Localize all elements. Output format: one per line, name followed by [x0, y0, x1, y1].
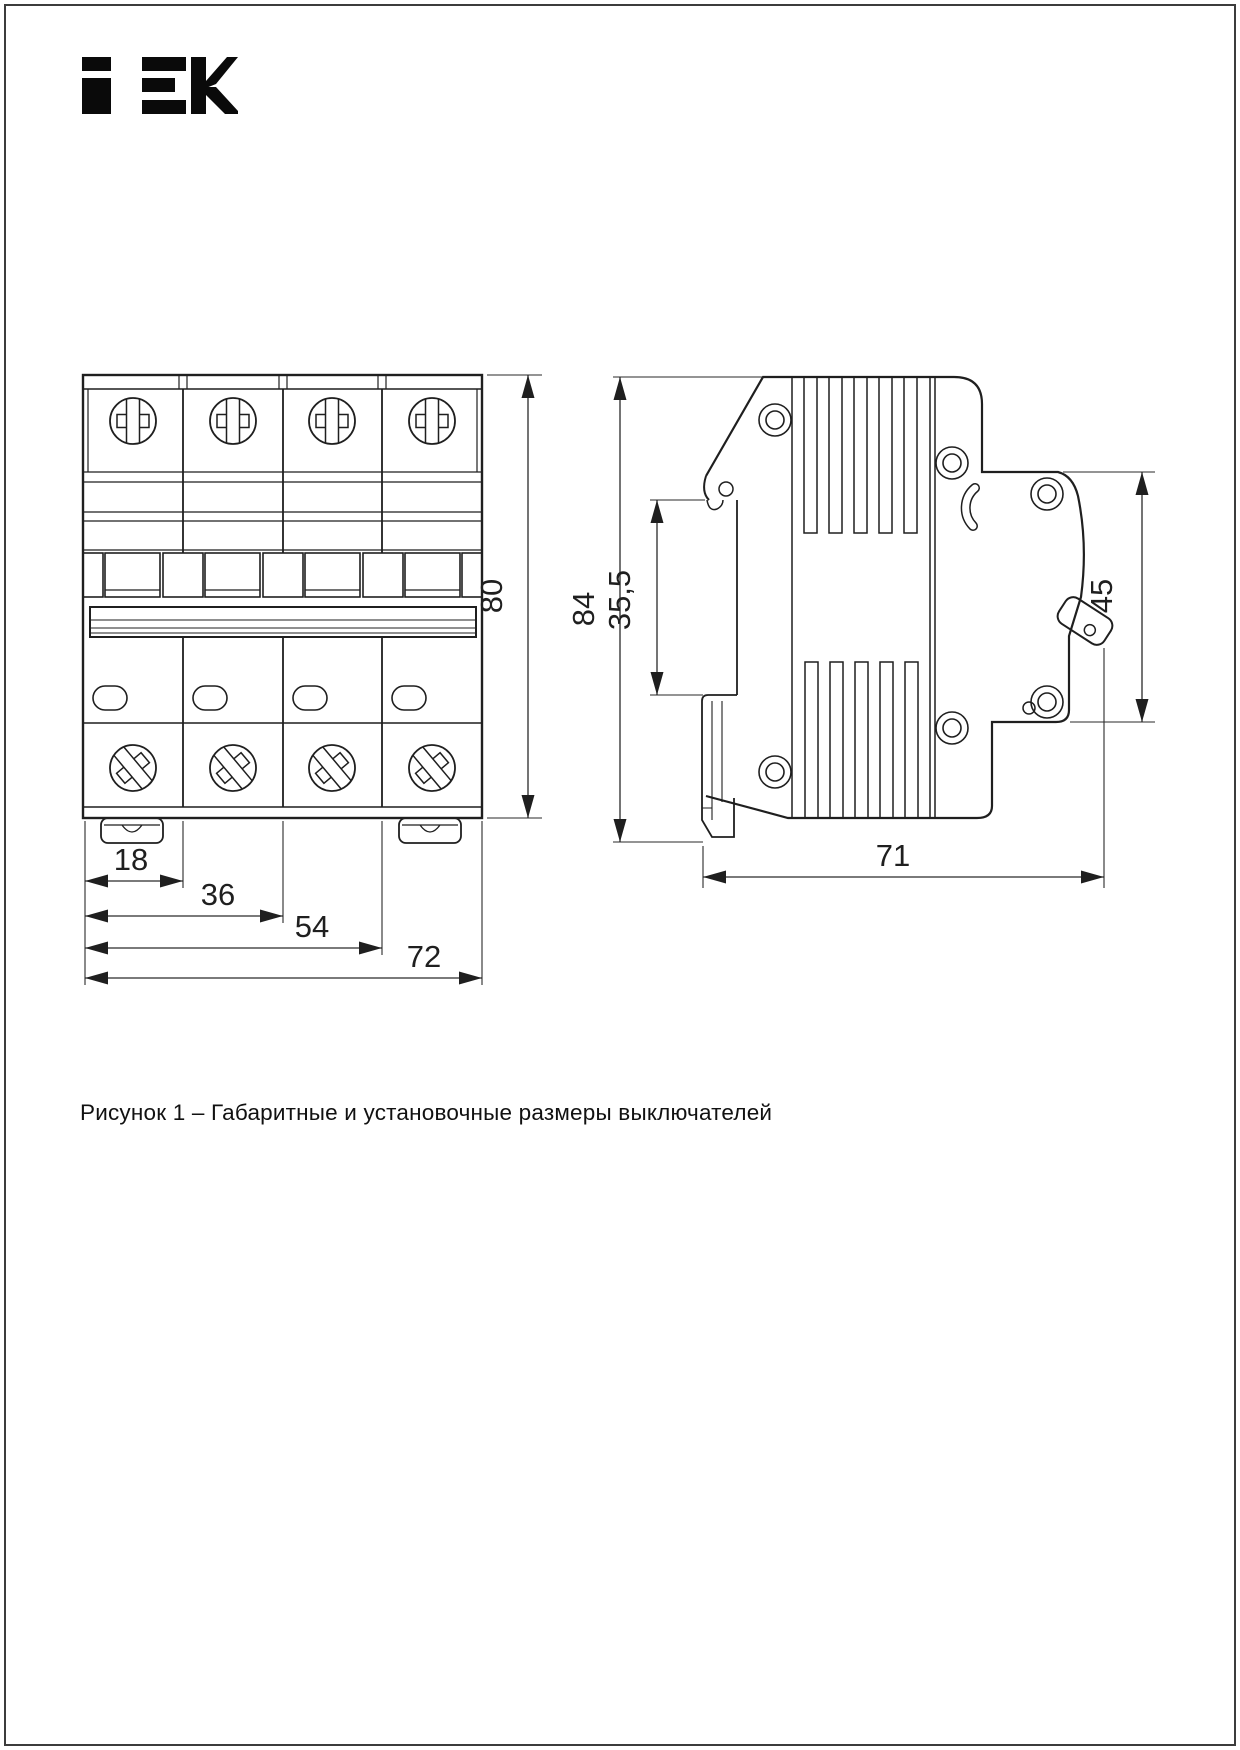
indicator-windows [93, 686, 426, 710]
vent-slots-top [804, 377, 917, 533]
pole-dividers [183, 389, 382, 807]
side-view [702, 377, 1116, 837]
side-outline [706, 377, 1084, 818]
dim-label-45: 45 [1084, 578, 1119, 614]
vent-slots-bottom [805, 662, 918, 818]
front-view [83, 375, 482, 843]
fin-panel-edges [792, 377, 935, 818]
dimension-lines [85, 375, 1142, 978]
dim-label-80: 80 [474, 578, 509, 614]
arrowheads [85, 375, 1149, 985]
figure-caption: Рисунок 1 – Габаритные и установочные размеры выключателей [80, 1100, 773, 1125]
dim-label-36: 36 [200, 877, 236, 912]
curved-slot [966, 488, 975, 526]
toggle-row [83, 553, 482, 597]
front-din-clips [101, 818, 461, 843]
dim-label-84: 84 [566, 591, 601, 627]
handle-tie-bar [90, 607, 476, 637]
dim-label-71: 71 [875, 838, 911, 873]
dim-label-72: 72 [406, 939, 442, 974]
dim-label-35-5: 35,5 [602, 569, 637, 631]
dimensions [85, 375, 1155, 985]
dim-label-18: 18 [113, 842, 149, 877]
dim-label-54: 54 [294, 909, 330, 944]
side-din-clip [702, 695, 737, 837]
